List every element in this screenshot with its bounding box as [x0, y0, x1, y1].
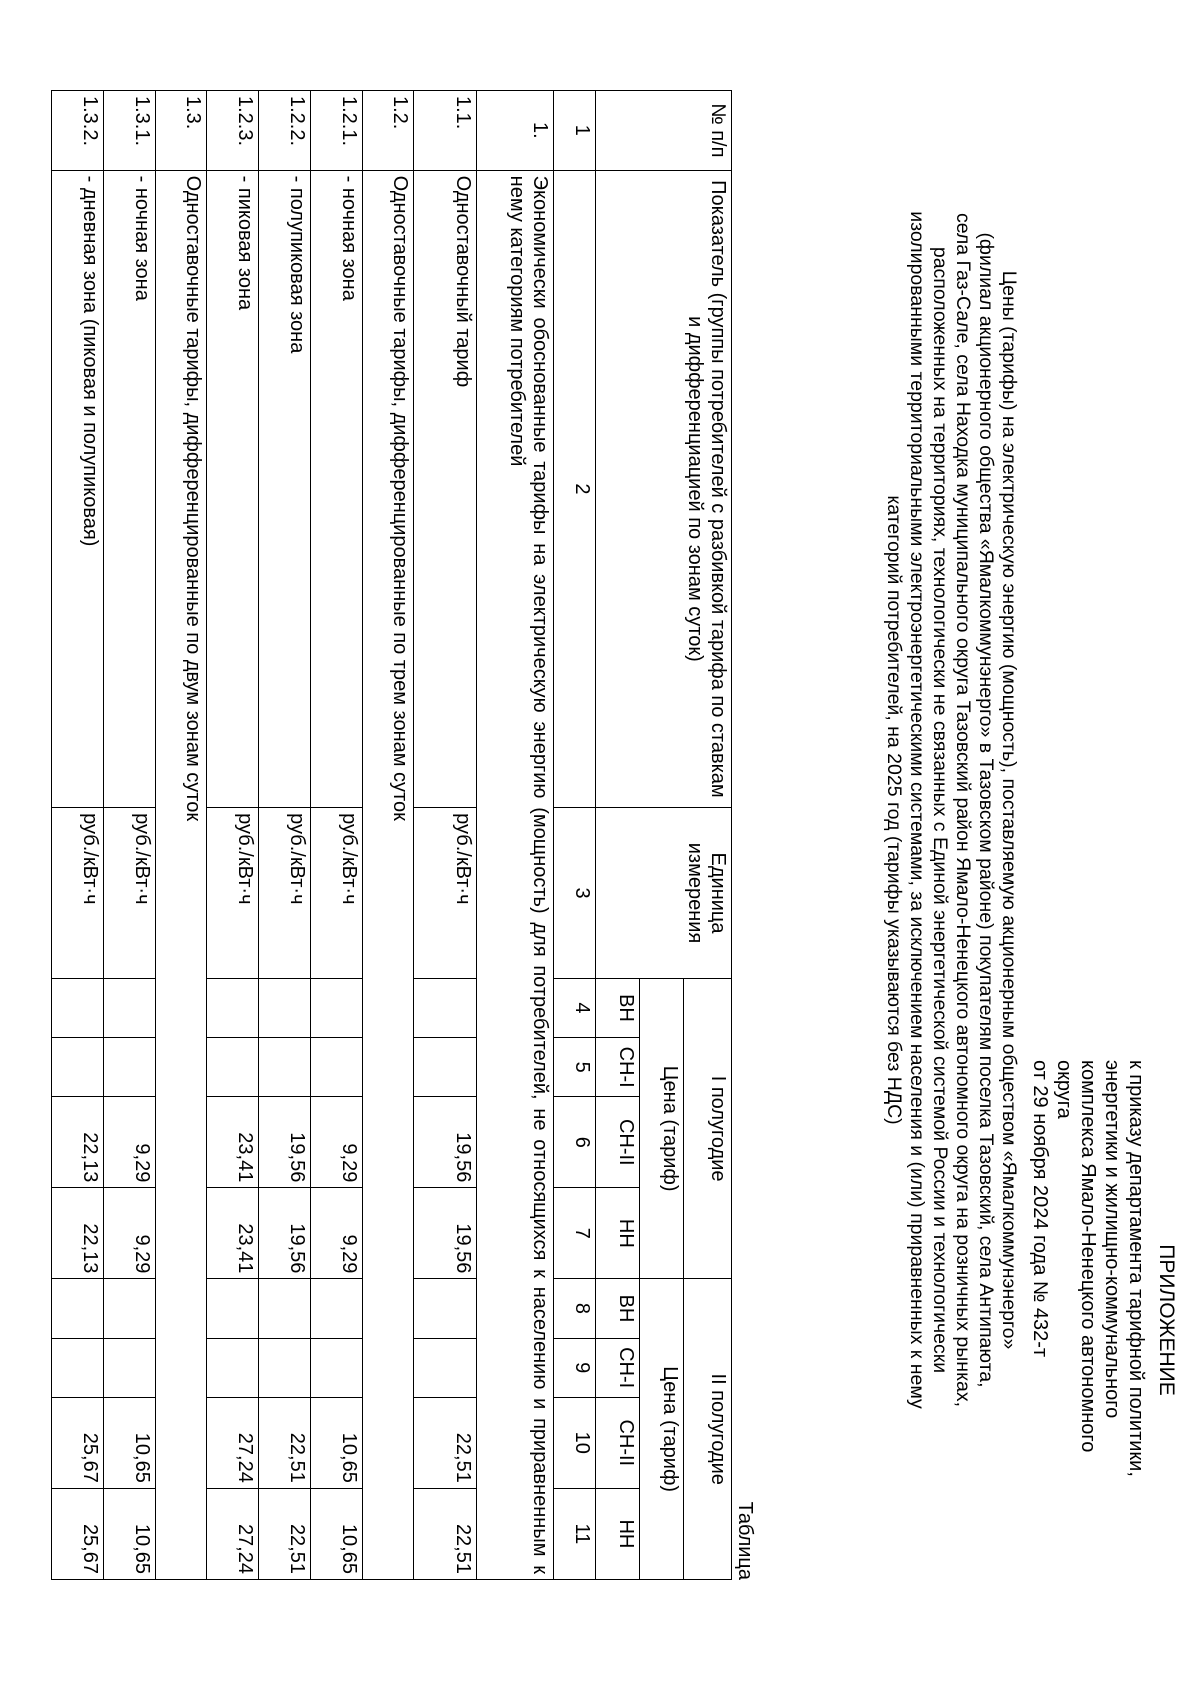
col-number: 5: [554, 1038, 596, 1097]
col-number: 9: [554, 1338, 596, 1397]
level-cell: СН-II: [596, 1397, 640, 1488]
value-cell: [259, 1338, 311, 1397]
value-cell: [311, 1338, 363, 1397]
value-cell: 27,24: [207, 1488, 259, 1579]
col-number: 4: [554, 978, 596, 1037]
value-cell: 23,41: [207, 1097, 259, 1188]
value-cell: 9,29: [311, 1188, 363, 1279]
value-cell: [207, 978, 259, 1037]
subsection-text: Одноставочные тарифы, дифференцированные по трем зонам суток: [363, 170, 414, 1579]
value-cell: 22,13: [52, 1188, 104, 1279]
appendix-line: округа: [1053, 1060, 1075, 1119]
row-unit: руб./кВт·ч: [414, 808, 477, 979]
value-cell: 25,67: [52, 1397, 104, 1488]
value-cell: [52, 978, 104, 1037]
value-cell: 23,41: [207, 1188, 259, 1279]
table-row-subsection: [156, 91, 207, 1580]
table-row: [52, 91, 104, 1580]
value-cell: 19,56: [414, 1188, 477, 1279]
level-cell: ВН: [596, 1279, 640, 1338]
row-unit: руб./кВт·ч: [311, 808, 363, 979]
value-cell: 22,51: [414, 1488, 477, 1579]
value-cell: 9,29: [311, 1097, 363, 1188]
appendix-heading: ПРИЛОЖЕНИЕ: [1155, 1244, 1178, 1396]
row-num: 1.2.1.: [311, 91, 363, 171]
row-unit: руб./кВт·ч: [104, 808, 156, 979]
row-num: 1.2.: [363, 91, 414, 171]
title-line: Цены (тарифы) на электрическую энергию (мощность), поставляемую акционерным обществом «Ямалкоммунэнерго»: [998, 270, 1020, 1350]
value-cell: [104, 1338, 156, 1397]
col-number: 8: [554, 1279, 596, 1338]
value-cell: [52, 1338, 104, 1397]
value-cell: [414, 1338, 477, 1397]
row-num: 1.3.: [156, 91, 207, 171]
value-cell: 10,65: [104, 1397, 156, 1488]
col-number: 11: [554, 1488, 596, 1579]
tariff-table: [51, 90, 732, 1580]
value-cell: 19,56: [259, 1097, 311, 1188]
header-half-1: I полугодие: [684, 978, 732, 1279]
row-num: 1.3.1.: [104, 91, 156, 171]
level-cell: СН-II: [596, 1097, 640, 1188]
header-indicator: Показатель (группы потребителей с разбивкой тарифа по ставкам и дифференциацией по зонам суток): [596, 170, 732, 807]
value-cell: [207, 1338, 259, 1397]
header-price-2: Цена (тариф): [640, 1279, 684, 1580]
value-cell: [414, 1038, 477, 1097]
col-number: 6: [554, 1097, 596, 1188]
header-unit: Единица измерения: [596, 808, 732, 979]
subsection-text: Одноставочные тарифы, дифференцированные по двум зонам суток: [156, 170, 207, 1579]
value-cell: 9,29: [104, 1097, 156, 1188]
value-cell: 19,56: [259, 1188, 311, 1279]
row-num: 1.1.: [414, 91, 477, 171]
row-indicator: - ночная зона: [311, 170, 363, 807]
value-cell: [311, 1038, 363, 1097]
document-title: [882, 150, 1020, 1470]
table-row: [259, 91, 311, 1580]
level-cell: НН: [596, 1188, 640, 1279]
value-cell: [207, 1038, 259, 1097]
value-cell: 22,51: [414, 1397, 477, 1488]
value-cell: [259, 1279, 311, 1338]
appendix-line: комплекса Ямало-Ненецкого автономного: [1077, 1060, 1099, 1453]
row-indicator: - пиковая зона: [207, 170, 259, 807]
row-indicator: - ночная зона: [104, 170, 156, 807]
row-unit: руб./кВт·ч: [52, 808, 104, 979]
header-num: № п/п: [596, 91, 732, 171]
title-line: расположенных на территориях, технологически не связанных с Единой энергетической системой России и технологически: [929, 246, 951, 1374]
row-unit: руб./кВт·ч: [259, 808, 311, 979]
table-row-subsection: [363, 91, 414, 1580]
title-line: категорий потребителей, на 2025 год (тарифы указываются без НДС): [883, 495, 905, 1125]
appendix-line: энергетики и жилищно-коммунального: [1101, 1060, 1123, 1419]
value-cell: 10,65: [104, 1488, 156, 1579]
row-unit: руб./кВт·ч: [207, 808, 259, 979]
value-cell: [52, 1279, 104, 1338]
title-line: изолированными территориальными электроэнергетическими системами, за исключением населения и (или) приравненных к нему: [906, 211, 928, 1409]
value-cell: 9,29: [104, 1188, 156, 1279]
table-row-section: [477, 91, 554, 1580]
header-half-2: II полугодие: [684, 1279, 732, 1580]
value-cell: 19,56: [414, 1097, 477, 1188]
value-cell: [52, 1038, 104, 1097]
table-row: [207, 91, 259, 1580]
value-cell: [414, 1279, 477, 1338]
table-row: [414, 91, 477, 1580]
value-cell: [259, 978, 311, 1037]
appendix-block: [1028, 1060, 1178, 1580]
row-num: 1.: [477, 91, 554, 171]
value-cell: 22,13: [52, 1097, 104, 1188]
header-price-1: Цена (тариф): [640, 978, 684, 1279]
table-row: [104, 91, 156, 1580]
value-cell: [207, 1279, 259, 1338]
value-cell: [414, 978, 477, 1037]
value-cell: 10,65: [311, 1488, 363, 1579]
value-cell: [104, 1038, 156, 1097]
row-num: 1.3.2.: [52, 91, 104, 171]
table-row: [311, 91, 363, 1580]
value-cell: [259, 1038, 311, 1097]
col-number: 3: [554, 808, 596, 979]
title-line: села Газ-Сале, села Находка муниципального округа Тазовский район Ямало-Ненецкого автономного округа на розничных рынках,: [952, 212, 974, 1408]
value-cell: [311, 1279, 363, 1338]
value-cell: [104, 1279, 156, 1338]
value-cell: 10,65: [311, 1397, 363, 1488]
row-indicator: Одноставочный тариф: [414, 170, 477, 807]
col-number: 7: [554, 1188, 596, 1279]
level-cell: СН-I: [596, 1338, 640, 1397]
row-num: 1.2.2.: [259, 91, 311, 171]
value-cell: [104, 978, 156, 1037]
value-cell: 22,51: [259, 1488, 311, 1579]
col-number: 10: [554, 1397, 596, 1488]
appendix-date: от 29 ноября 2024 года № 432-т: [1029, 1060, 1051, 1358]
header-row: [684, 91, 732, 1580]
title-line: (филиал акционерного общества «Ямалкоммунэнерго» в Тазовском районе) покупателям поселка Тазовский, села Антипаюта,: [975, 232, 997, 1388]
level-cell: ВН: [596, 978, 640, 1037]
value-cell: 25,67: [52, 1488, 104, 1579]
appendix-line: к приказу департамента тарифной политики,: [1125, 1060, 1147, 1477]
row-indicator: - полупиковая зона: [259, 170, 311, 807]
col-number: 2: [554, 170, 596, 807]
column-numbers-row: [554, 91, 596, 1580]
row-num: 1.2.3.: [207, 91, 259, 171]
value-cell: [311, 978, 363, 1037]
table-label: Таблица: [734, 1501, 756, 1580]
col-number: 1: [554, 91, 596, 171]
value-cell: 22,51: [259, 1397, 311, 1488]
row-indicator: - дневная зона (пиковая и полупиковая): [52, 170, 104, 807]
level-cell: НН: [596, 1488, 640, 1579]
value-cell: 27,24: [207, 1397, 259, 1488]
section-text: Экономически обоснованные тарифы на электрическую энергию (мощность) для потребителей, не относящихся к населению и приравненным к нему категориям потребителей: [477, 170, 554, 1579]
level-cell: СН-I: [596, 1038, 640, 1097]
